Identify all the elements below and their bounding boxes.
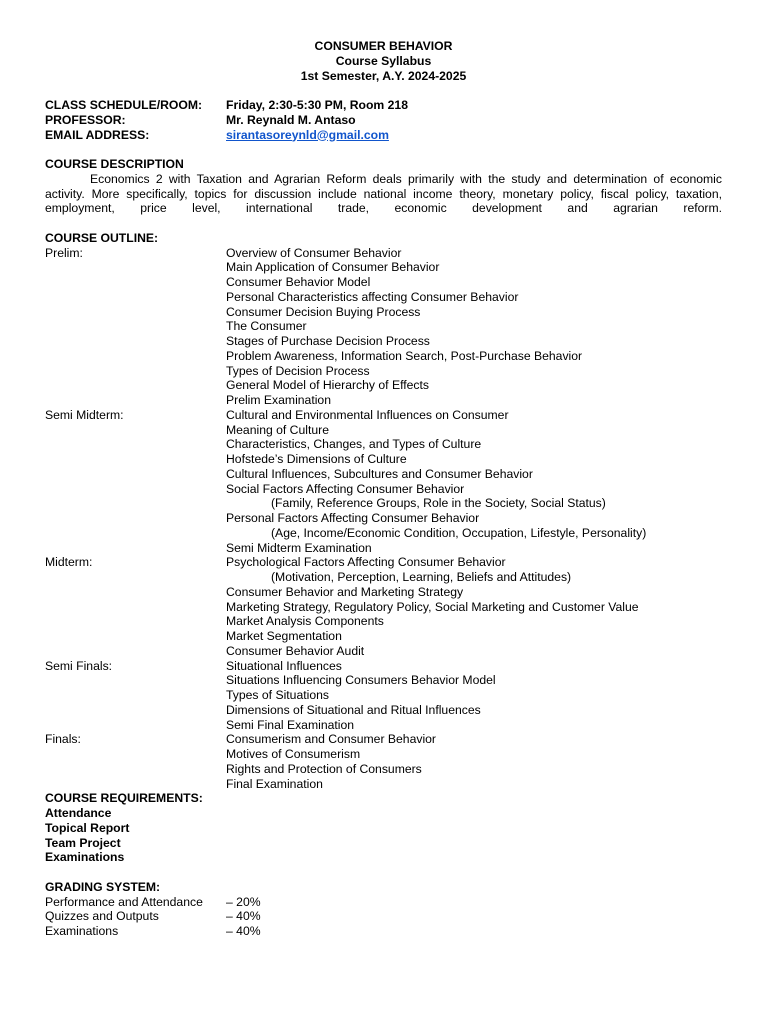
schedule-row: [45, 98, 722, 113]
outline-topic: Semi Final Examination: [226, 717, 355, 732]
schedule-value: Friday, 2:30-5:30 PM, Room 218: [226, 98, 408, 112]
grading-row: [45, 909, 722, 924]
outline-term-row: [45, 408, 722, 556]
outline-topic: Types of Situations: [226, 688, 329, 702]
outline-topic: Main Application of Consumer Behavior: [226, 260, 440, 275]
syllabus-page: [45, 39, 722, 939]
outline-topic-list: [226, 732, 722, 791]
semester-line: 1st Semester, A.Y. 2024-2025: [300, 68, 467, 83]
outline-term-label: Finals:: [45, 732, 81, 747]
grading-value: – 20%: [226, 894, 261, 909]
spacer: [45, 865, 722, 880]
outline-topic: Types of Decision Process: [226, 363, 370, 378]
outline-topic: Situations Influencing Consumers Behavior Model: [226, 673, 496, 688]
outline-topic: Final Examination: [226, 776, 323, 791]
course-outline: [45, 246, 722, 792]
spacer: [45, 83, 722, 98]
course-description-text: Economics 2 with Taxation and Agrarian Reform deals primarily with the study and determination of economic activity. More specifically, topics for discussion include national income theory, monetary policy, fiscal policy, taxation, employment, price level, international trade, economic development and agrarian reform.: [45, 171, 722, 216]
outline-topic: Market Analysis Components: [226, 614, 384, 629]
outline-topic: Characteristics, Changes, and Types of Culture: [226, 437, 482, 452]
outline-topic: Marketing Strategy, Regulatory Policy, Social Marketing and Customer Value: [226, 599, 639, 614]
requirement-item: Team Project: [45, 835, 121, 850]
spacer: [45, 142, 722, 157]
outline-topic: Market Segmentation: [226, 629, 342, 643]
outline-topic: Personal Characteristics affecting Consumer Behavior: [226, 289, 519, 304]
outline-topic: (Family, Reference Groups, Role in the Society, Social Status): [271, 496, 606, 511]
outline-topic: Overview of Consumer Behavior: [226, 245, 402, 260]
outline-topic: Problem Awareness, Information Search, Post-Purchase Behavior: [226, 348, 583, 363]
grading-label: Examinations: [45, 924, 119, 938]
professor-value: Mr. Reynald M. Antaso: [226, 112, 356, 127]
outline-topic: Hofstede’s Dimensions of Culture: [226, 452, 407, 466]
outline-topic: Cultural Influences, Subcultures and Consumer Behavior: [226, 466, 533, 481]
outline-topic: Semi Midterm Examination: [226, 540, 372, 555]
outline-term-label: Prelim:: [45, 245, 83, 260]
outline-term-label: Semi Midterm:: [45, 407, 124, 422]
requirement-item: Attendance: [45, 806, 112, 820]
grading-label: Performance and Attendance: [45, 894, 203, 909]
outline-topic: Situational Influences: [226, 658, 342, 673]
outline-topic: General Model of Hierarchy of Effects: [226, 378, 429, 393]
outline-topic: Dimensions of Situational and Ritual Influences: [226, 702, 481, 717]
requirement-item: Examinations: [45, 850, 125, 865]
outline-topic-list: [226, 246, 722, 408]
grading-label: Quizzes and Outputs: [45, 909, 159, 924]
outline-topic: Meaning of Culture: [226, 422, 329, 437]
grading-system-heading: GRADING SYSTEM:: [45, 879, 161, 894]
outline-topic: The Consumer: [226, 319, 307, 334]
professor-row: [45, 113, 722, 128]
outline-term-row: [45, 555, 722, 658]
outline-term-row: [45, 732, 722, 791]
email-label: EMAIL ADDRESS:: [45, 127, 150, 142]
outline-topic: Psychological Factors Affecting Consumer Behavior: [226, 555, 506, 570]
email-row: [45, 128, 722, 143]
outline-topic: Consumer Decision Buying Process: [226, 304, 421, 319]
outline-topic: Rights and Protection of Consumers: [226, 761, 422, 776]
outline-topic: Prelim Examination: [226, 393, 331, 407]
spacer: [45, 216, 722, 231]
schedule-label: CLASS SCHEDULE/ROOM:: [45, 98, 203, 112]
outline-topic: Personal Factors Affecting Consumer Behavior: [226, 511, 480, 525]
outline-topic: (Age, Income/Economic Condition, Occupation, Lifestyle, Personality): [271, 525, 647, 540]
outline-topic: Consumer Behavior and Marketing Strategy: [226, 584, 464, 599]
outline-term-label: Semi Finals:: [45, 658, 113, 673]
grading-row: [45, 924, 722, 939]
course-requirements-heading: COURSE REQUIREMENTS:: [45, 791, 203, 806]
course-description-heading: COURSE DESCRIPTION: [45, 157, 184, 171]
email-link[interactable]: sirantasoreynld@gmail.com: [226, 127, 389, 142]
outline-term-row: [45, 246, 722, 408]
professor-label: PROFESSOR:: [45, 112, 126, 127]
document-title: CONSUMER BEHAVIOR: [314, 39, 453, 53]
outline-topic: Consumerism and Consumer Behavior: [226, 732, 436, 747]
outline-topic: Consumer Behavior Model: [226, 275, 371, 289]
document-subtitle: Course Syllabus: [335, 53, 432, 68]
outline-topic: Social Factors Affecting Consumer Behavior: [226, 481, 465, 496]
outline-topic: Motives of Consumerism: [226, 747, 361, 761]
outline-topic-list: [226, 555, 722, 658]
outline-topic-list: [226, 408, 722, 556]
outline-topic: (Motivation, Perception, Learning, Beliefs and Attitudes): [271, 570, 572, 584]
outline-topic-list: [226, 659, 722, 733]
requirement-item: Topical Report: [45, 820, 130, 835]
outline-topic: Cultural and Environmental Influences on Consumer: [226, 407, 509, 422]
grading-value: – 40%: [226, 909, 261, 924]
outline-term-label: Midterm:: [45, 555, 93, 570]
outline-topic: Consumer Behavior Audit: [226, 643, 365, 658]
course-outline-heading: COURSE OUTLINE:: [45, 230, 159, 245]
outline-term-row: [45, 659, 722, 733]
grading-value: – 40%: [226, 924, 261, 938]
outline-topic: Stages of Purchase Decision Process: [226, 334, 430, 348]
grading-row: [45, 895, 722, 910]
